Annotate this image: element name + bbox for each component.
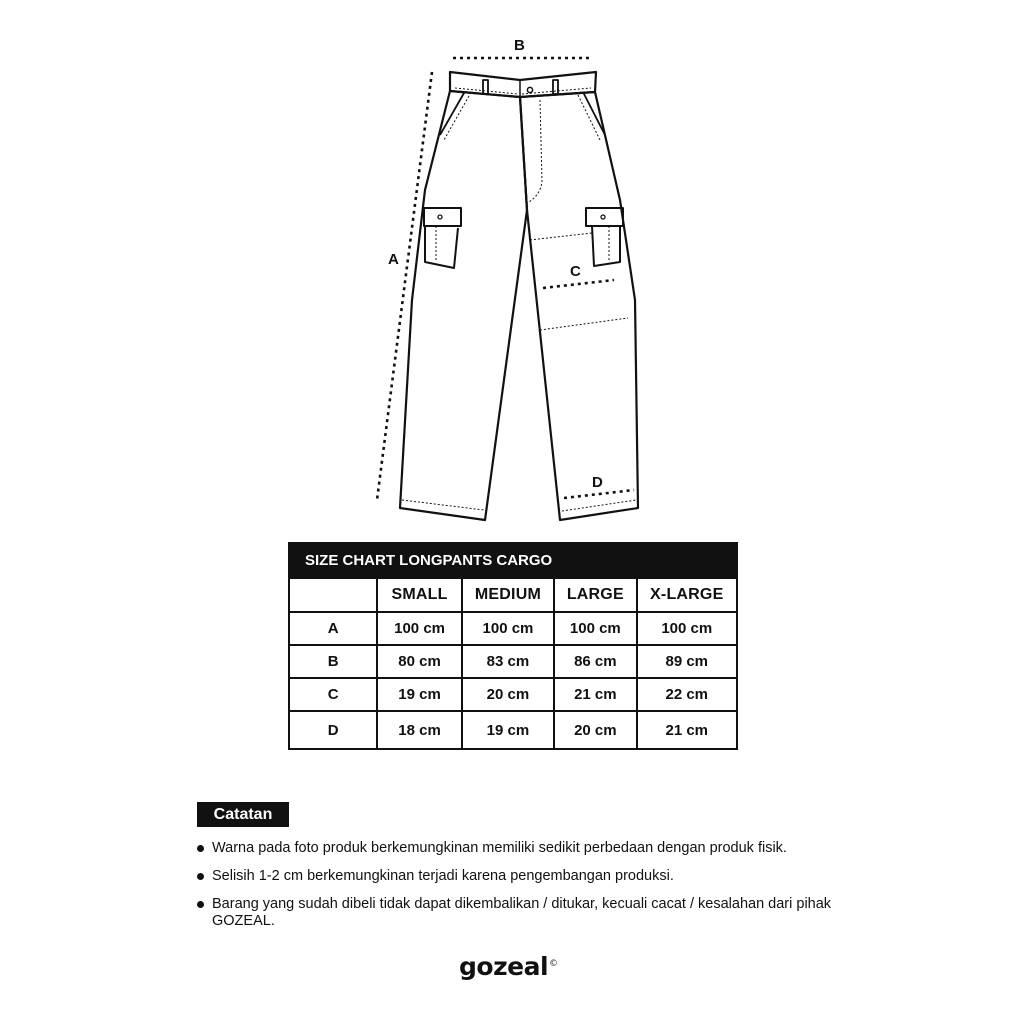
- note-text: Barang yang sudah dibeli tidak dapat dikembalikan / ditukar, kecuali cacat / kesalahan dari pihak GOZEAL.: [212, 896, 832, 929]
- size-chart-title: SIZE CHART LONGPANTS CARGO: [289, 543, 737, 578]
- table-cell: 100 cm: [377, 612, 461, 645]
- table-cell: 22 cm: [637, 678, 737, 711]
- hem-stitch-left: [402, 500, 484, 510]
- row-label: D: [289, 711, 377, 749]
- table-cell: 20 cm: [462, 678, 554, 711]
- table-row: [289, 645, 737, 678]
- table-row: [289, 711, 737, 749]
- measure-label-c: C: [570, 263, 581, 280]
- table-cell: 21 cm: [554, 678, 636, 711]
- belt-loop-right: [553, 80, 558, 94]
- list-item: [196, 868, 846, 885]
- table-cell: 83 cm: [462, 645, 554, 678]
- brand-logo: [459, 952, 558, 981]
- header-medium: MEDIUM: [462, 578, 554, 612]
- bullet-icon: [197, 901, 204, 908]
- list-item: [196, 896, 846, 930]
- notes-list: [196, 840, 846, 941]
- table-cell: 20 cm: [554, 711, 636, 749]
- table-cell: 89 cm: [637, 645, 737, 678]
- table-cell: 19 cm: [377, 678, 461, 711]
- measure-label-a: A: [388, 251, 399, 268]
- note-text: Selisih 1-2 cm berkemungkinan terjadi karena pengembangan produksi.: [212, 868, 674, 884]
- table-cell: 100 cm: [554, 612, 636, 645]
- measure-line-c: [543, 280, 614, 288]
- fly-stitch: [527, 100, 542, 203]
- size-chart-table: [288, 542, 738, 750]
- measure-line-d: [564, 490, 634, 498]
- list-item: [196, 840, 846, 857]
- header-corner: [289, 578, 377, 612]
- table-cell: 100 cm: [637, 612, 737, 645]
- header-x-large: X-LARGE: [637, 578, 737, 612]
- table-cell: 100 cm: [462, 612, 554, 645]
- right-leg: [520, 92, 638, 520]
- bullet-icon: [197, 845, 204, 852]
- table-row: [289, 678, 737, 711]
- row-label: A: [289, 612, 377, 645]
- row-label: B: [289, 645, 377, 678]
- notes-title: Catatan: [197, 802, 289, 827]
- size-header-row: [289, 578, 737, 612]
- note-text: Warna pada foto produk berkemungkinan memiliki sedikit perbedaan dengan produk fisik.: [212, 840, 787, 856]
- header-small: SMALL: [377, 578, 461, 612]
- table-cell: 21 cm: [637, 711, 737, 749]
- measure-label-b: B: [514, 37, 525, 54]
- measure-label-d: D: [592, 474, 603, 491]
- bullet-icon: [197, 873, 204, 880]
- belt-loop-left: [483, 80, 488, 94]
- table-cell: 86 cm: [554, 645, 636, 678]
- table-cell: 19 cm: [462, 711, 554, 749]
- left-leg: [400, 91, 527, 520]
- header-large: LARGE: [554, 578, 636, 612]
- waist-button: [527, 87, 532, 92]
- registered-mark: ©: [549, 958, 558, 969]
- table-cell: 80 cm: [377, 645, 461, 678]
- brand-name: gozeal: [459, 952, 549, 981]
- size-chart-title-row: [289, 543, 737, 578]
- row-label: C: [289, 678, 377, 711]
- table-row: [289, 612, 737, 645]
- table-cell: 18 cm: [377, 711, 461, 749]
